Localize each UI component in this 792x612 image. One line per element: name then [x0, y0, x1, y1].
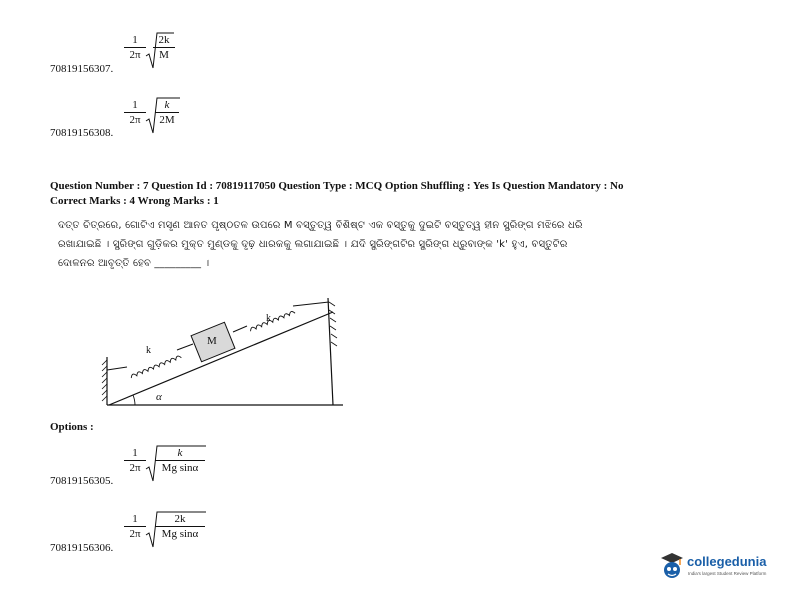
radicand-denominator: Mg sinα	[161, 528, 199, 540]
radicand-denominator: M	[159, 49, 169, 61]
coefficient-fraction	[124, 447, 146, 474]
option-id: 70819156307.	[50, 63, 114, 75]
spring-left-label: k	[146, 345, 151, 356]
option-id: 70819156305.	[50, 475, 114, 487]
logo-tagline: India's largest Student Review Platform	[688, 571, 767, 576]
radicand-numerator: k	[177, 447, 183, 459]
radicand-numerator: 2k	[158, 34, 170, 46]
radicand-denominator: 2M	[159, 114, 175, 126]
question-marks: Correct Marks : 4 Wrong Marks : 1	[50, 195, 219, 207]
fraction-numerator: 1	[132, 99, 138, 111]
fraction-numerator: 1	[132, 447, 138, 459]
fraction-denominator: 2π	[129, 528, 141, 540]
radicand-denominator: Mg sinα	[161, 462, 199, 474]
inclined-plane-figure	[95, 290, 350, 415]
fraction-numerator: 1	[132, 513, 138, 525]
graduate-mascot-icon	[660, 552, 684, 580]
fraction-numerator: 1	[132, 34, 138, 46]
question-text-line: ଦୋଳନର ଆବୃତ୍ତି ହେବ _________ ।	[58, 258, 210, 269]
fraction-denominator: 2π	[129, 114, 141, 126]
radicand-fraction	[155, 447, 205, 474]
angle-label: α	[156, 391, 162, 403]
question-header	[50, 179, 750, 209]
mass-label: M	[207, 335, 217, 347]
coefficient-fraction	[124, 34, 146, 61]
option-id: 70819156308.	[50, 127, 114, 139]
spring-right-label: k	[266, 313, 271, 324]
option-id: 70819156306.	[50, 542, 114, 554]
logo-wordmark: collegedunia	[687, 554, 767, 569]
coefficient-fraction	[124, 99, 146, 126]
radicand-fraction	[155, 99, 179, 126]
fraction-denominator: 2π	[129, 49, 141, 61]
options-label: Options :	[50, 421, 94, 433]
radicand-numerator: k	[164, 99, 170, 111]
radicand-numerator: 2k	[174, 513, 186, 525]
radicand-fraction	[153, 34, 175, 61]
question-meta: Question Number : 7 Question Id : 70819117050 Question Type : MCQ Option Shuffling : Yes Is Question Mandatory : No	[50, 180, 624, 192]
radicand-fraction	[155, 513, 205, 540]
coefficient-fraction	[124, 513, 146, 540]
fraction-denominator: 2π	[129, 462, 141, 474]
question-text-line: ଦତ୍ତ ଚିତ୍ରରେ, ଗୋଟିଏ ମସୃଣ ଆନତ ପୃଷ୍ଠତଳ ଉପରେ M ବସ୍ତୁତ୍ୱ ବିଶିଷ୍ଟ ଏକ ବସ୍ତୁକୁ ଦୁଇଟି ବସ୍ତୁତ୍ୱ ହୀନ ସ୍ପ୍ରିଙ୍ଗ ମଝିରେ ଧରି	[58, 220, 583, 231]
collegedunia-logo	[660, 550, 770, 584]
question-text-line: ରଖାଯାଇଛି । ସ୍ପ୍ରିଙ୍ଗ ଗୁଡ଼ିକର ମୁକ୍ତ ମୁଣ୍ଡକୁ ଦୃଢ଼ ଧାରକକୁ ଲଗାଯାଇଛି । ଯଦି ସ୍ପ୍ରିଙ୍ଗଟିର ସ୍ପ୍ରିଙ୍ଗ ଧ୍ରୁବାଙ୍କ 'k' ହୁଏ, ବସ୍ତୁଟିର	[58, 239, 568, 250]
question-text	[58, 216, 658, 273]
